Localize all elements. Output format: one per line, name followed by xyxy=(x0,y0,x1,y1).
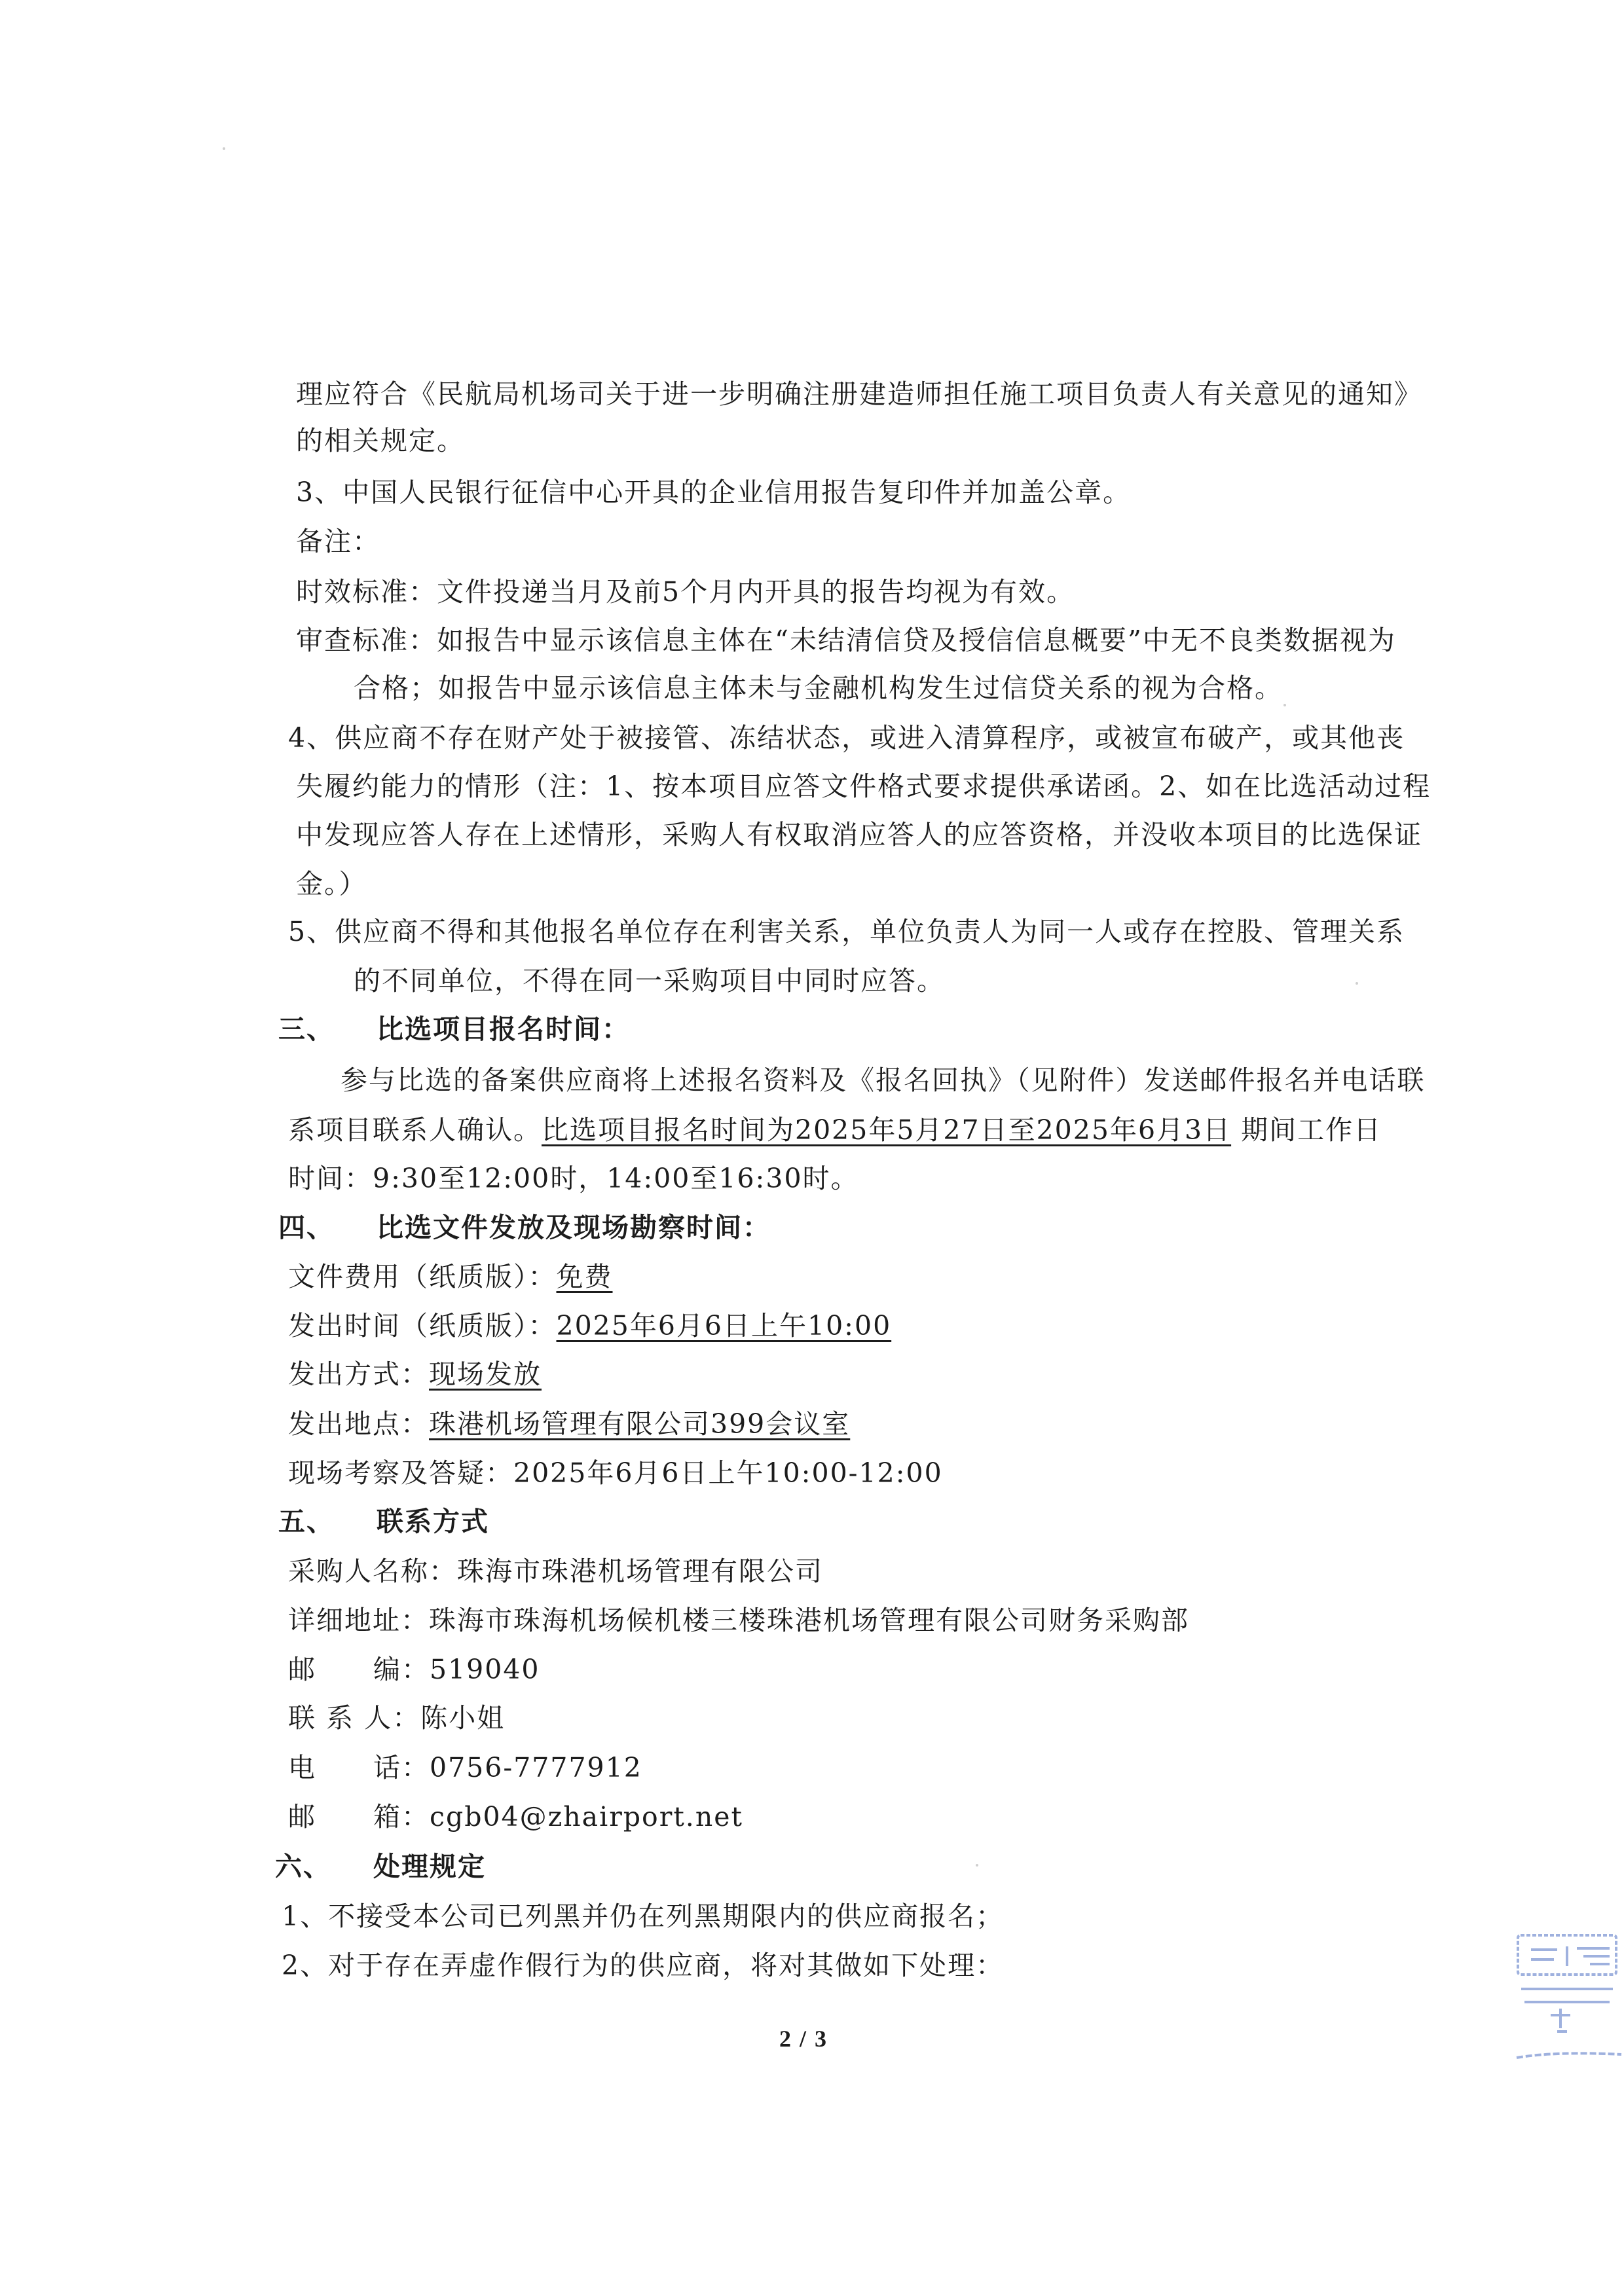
field-label: 邮 xyxy=(288,1801,315,1832)
section-3-heading xyxy=(278,1010,630,1049)
postcode-value: 519040 xyxy=(430,1654,540,1685)
text-line xyxy=(288,1110,1382,1150)
phone-line xyxy=(288,1748,642,1787)
section-number: 四、 xyxy=(278,1212,335,1243)
text-line: 3、中国人民银行征信中心开具的企业信用报告复印件并加盖公章。 xyxy=(296,477,1132,508)
section-number: 三、 xyxy=(278,1013,335,1045)
issue-time-line xyxy=(288,1306,891,1345)
scan-speck xyxy=(976,1864,978,1867)
field-label: 发出时间（纸质版）： xyxy=(288,1310,557,1341)
field-value: 现场发放 xyxy=(429,1358,542,1390)
rule-item: 2、对于存在弄虚作假行为的供应商，将对其做如下处理： xyxy=(282,1950,1005,1981)
field-value: 2025年6月6日上午10:00 xyxy=(556,1310,892,1341)
scan-speck xyxy=(223,147,225,150)
section-title: 比选文件发放及现场勘察时间： xyxy=(377,1212,771,1243)
section-number: 六、 xyxy=(275,1851,331,1882)
text-line: 时效标准：文件投递当月及前5个月内开具的报告均视为有效。 xyxy=(296,576,1075,608)
phone-value: 0756-7777912 xyxy=(430,1752,642,1783)
text-line: 时间：9:30至12:00时，14:00至16:30时。 xyxy=(288,1163,859,1194)
field-label: 话： xyxy=(373,1752,430,1783)
field-label: 发出方式： xyxy=(288,1358,429,1390)
registration-period: 比选项目报名时间为2025年5月27日至2025年6月3日 xyxy=(542,1114,1232,1146)
field-value: 免费 xyxy=(556,1261,613,1292)
field-label: 箱： xyxy=(373,1801,430,1832)
field-label: 电 xyxy=(288,1752,315,1783)
section-4-heading xyxy=(278,1208,771,1247)
rule-item: 1、不接受本公司已列黑并仍在列黑期限内的供应商报名； xyxy=(282,1901,1005,1932)
inspection-line: 现场考察及答疑：2025年6月6日上午10:00-12:00 xyxy=(288,1457,943,1489)
scan-speck xyxy=(1356,982,1358,985)
buyer-line: 采购人名称：珠海市珠港机场管理有限公司 xyxy=(288,1556,823,1587)
field-label: 编： xyxy=(373,1654,430,1685)
field-label: 联 系 人： xyxy=(288,1702,421,1734)
field-label: 发出地点： xyxy=(288,1408,429,1440)
text-line: 失履约能力的情形（注：1、按本项目应答文件格式要求提供承诺函。2、如在比选活动过程 xyxy=(296,771,1431,802)
section-title: 联系方式 xyxy=(377,1506,489,1537)
text-line: 中发现应答人存在上述情形，采购人有权取消应答人的应答资格，并没收本项目的比选保证 xyxy=(296,819,1422,850)
contact-value: 陈小姐 xyxy=(420,1702,506,1734)
field-value: 珠港机场管理有限公司399会议室 xyxy=(429,1408,851,1440)
section-6-heading xyxy=(275,1847,486,1886)
field-label: 邮 xyxy=(288,1654,315,1685)
text-line: 的不同单位，不得在同一采购项目中同时应答。 xyxy=(354,965,945,996)
address-line: 详细地址：珠海市珠海机场候机楼三楼珠港机场管理有限公司财务采购部 xyxy=(288,1605,1189,1636)
text-span: 系项目联系人确认。 xyxy=(288,1114,542,1146)
field-label: 文件费用（纸质版）： xyxy=(288,1261,557,1292)
text-line: 审查标准：如报告中显示该信息主体在“未结清信贷及授信信息概要”中无不良类数据视为 xyxy=(296,625,1396,656)
text-line: 金。） xyxy=(296,868,367,900)
text-line: 的相关规定。 xyxy=(296,425,465,456)
section-5-heading xyxy=(278,1502,489,1541)
seal-stamp-fragment xyxy=(1511,1923,1624,2075)
text-line: 4、供应商不存在财产处于被接管、冻结状态，或进入清算程序，或被宣布破产，或其他丧 xyxy=(288,722,1405,754)
scan-speck xyxy=(1283,704,1286,706)
doc-fee-line xyxy=(288,1257,613,1296)
email-line xyxy=(288,1797,743,1836)
text-line: 参与比选的备案供应商将上述报名资料及《报名回执》（见附件）发送邮件报名并电话联 xyxy=(341,1065,1426,1096)
issue-method-line xyxy=(288,1355,542,1394)
text-span: 期间工作日 xyxy=(1241,1114,1382,1146)
email-value: cgb04@zhairport.net xyxy=(430,1801,743,1832)
text-line: 合格；如报告中显示该信息主体未与金融机构发生过信贷关系的视为合格。 xyxy=(354,672,1283,704)
section-title: 比选项目报名时间： xyxy=(377,1013,630,1045)
issue-location-line xyxy=(288,1404,850,1444)
section-number: 五、 xyxy=(278,1506,335,1537)
text-line: 理应符合《民航局机场司关于进一步明确注册建造师担任施工项目负责人有关意见的通知》 xyxy=(296,378,1422,410)
contact-line xyxy=(288,1698,505,1738)
text-line: 备注： xyxy=(296,526,380,557)
page-number: 2 / 3 xyxy=(779,2026,828,2052)
section-title: 处理规定 xyxy=(373,1851,486,1882)
postcode-line xyxy=(288,1650,540,1689)
text-line: 5、供应商不得和其他报名单位存在利害关系，单位负责人为同一人或存在控股、管理关系 xyxy=(288,916,1405,947)
